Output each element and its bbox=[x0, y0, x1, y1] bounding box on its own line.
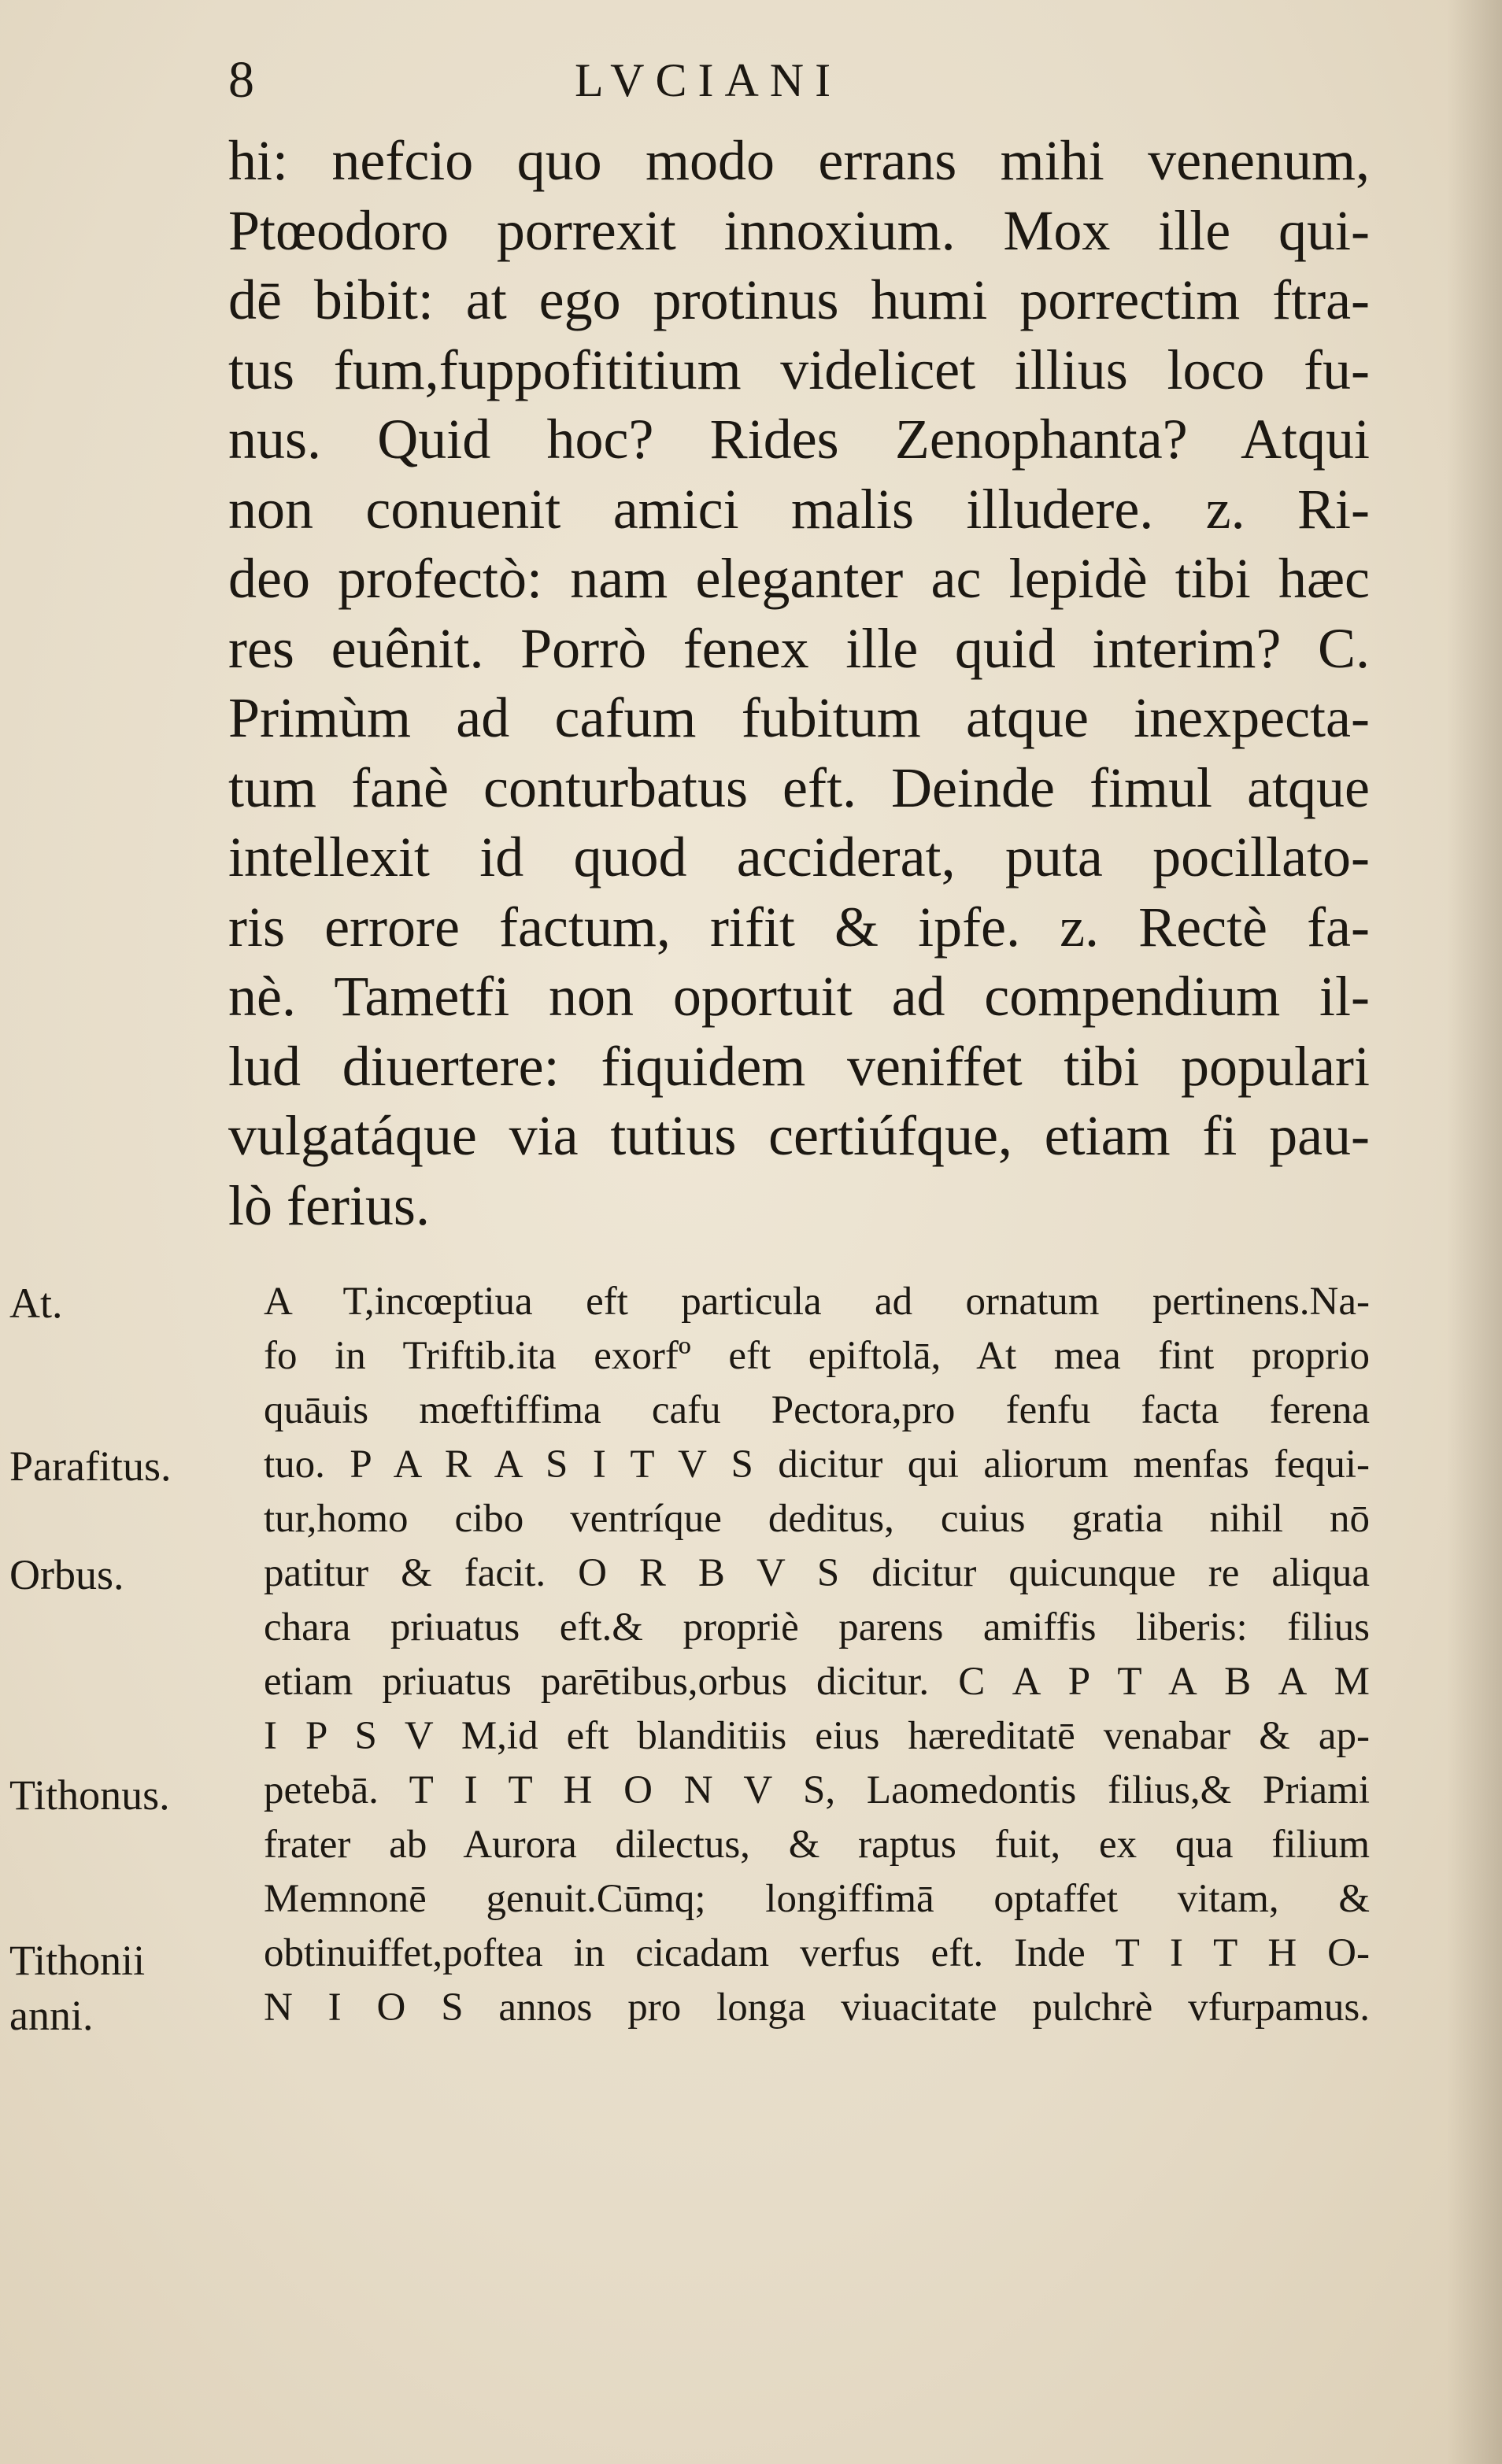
commentary-line: A T,incœptiua eft particula ad ornatum pertinens.Na- bbox=[264, 1280, 1370, 1324]
main-text-line: nè. Tametfi non oportuit ad compendium il- bbox=[228, 965, 1370, 1028]
main-text-line: dē bibit: at ego protinus humi porrectim ftra- bbox=[228, 268, 1370, 331]
commentary-line: petebā. T I T H O N V S, Laomedontis filius,& Priami bbox=[264, 1768, 1370, 1812]
commentary-line: tur,homo cibo ventríque deditus, cuius gratia nihil nō bbox=[264, 1497, 1370, 1541]
margin-note-tithonus: Tithonus. bbox=[9, 1771, 170, 1819]
main-text-line: vulgatáque via tutius certiúfque, etiam fi pau- bbox=[228, 1104, 1370, 1167]
main-text-line: res euênit. Porrò fenex ille quid interim? C. bbox=[228, 616, 1370, 680]
running-title: LVCIANI bbox=[575, 54, 842, 106]
main-text-line: non conuenit amici malis illudere. z. Ri- bbox=[228, 477, 1370, 541]
commentary-line: quāuis mœftiffima cafu Pectora,pro fenfu facta ferena bbox=[264, 1388, 1370, 1432]
main-text-line: Ptœodoro porrexit innoxium. Mox ille qui- bbox=[228, 198, 1370, 262]
main-text-line: deo profectò: nam eleganter ac lepidè tibi hæc bbox=[228, 547, 1370, 610]
main-text-line: Primùm ad cafum fubitum atque inexpecta- bbox=[228, 686, 1370, 749]
commentary-line: I P S V M,id eft blanditiis eius hæreditatē venabar & ap- bbox=[264, 1714, 1370, 1758]
page-number: 8 bbox=[228, 51, 254, 109]
commentary-line: chara priuatus eft.& propriè parens amiffis liberis: filius bbox=[264, 1605, 1370, 1649]
commentary-line: etiam priuatus parētibus,orbus dicitur. C A P T A B A M bbox=[264, 1660, 1370, 1704]
commentary-line: Memnonē genuit.Cūmq; longiffimā optaffet vitam, & bbox=[264, 1877, 1370, 1921]
commentary-line: N I O S annos pro longa viuacitate pulchrè vfurpamus. bbox=[264, 1986, 1370, 2030]
commentary-block bbox=[264, 1275, 1370, 2035]
main-text-line: ris errore factum, rifit & ipfe. z. Rectè fa- bbox=[228, 895, 1370, 959]
main-text-block bbox=[228, 126, 1370, 1240]
main-text-line: lud diuertere: fiquidem veniffet tibi populari bbox=[228, 1034, 1370, 1098]
commentary-line: obtinuiffet,poftea in cicadam verfus eft. Inde T I T H O- bbox=[264, 1931, 1370, 1975]
commentary-line: frater ab Aurora dilectus, & raptus fuit, ex qua filium bbox=[264, 1823, 1370, 1867]
main-text-line: hi: nefcio quo modo errans mihi venenum, bbox=[228, 129, 1370, 192]
main-text-line: tum fanè conturbatus eft. Deinde fimul atque bbox=[228, 755, 1370, 819]
page-header bbox=[228, 49, 1362, 112]
margin-note-tithonii: Tithonii bbox=[9, 1937, 146, 1984]
main-text-line: tus fum,fuppofititium videlicet illius loco fu- bbox=[228, 338, 1370, 401]
commentary-line: tuo. P A R A S I T V S dicitur qui aliorum menfas fequi- bbox=[264, 1443, 1370, 1487]
page-edge-shadow bbox=[1447, 0, 1502, 2464]
margin-note-anni: anni. bbox=[9, 1992, 94, 2039]
main-text-line: lò ferius. bbox=[228, 1173, 430, 1237]
main-text-line: nus. Quid hoc? Rides Zenophanta? Atqui bbox=[228, 408, 1370, 471]
margin-note-orbus: Orbus. bbox=[9, 1551, 124, 1598]
margin-note-parasitus: Parafitus. bbox=[9, 1443, 172, 1490]
commentary-line: patitur & facit. O R B V S dicitur quicunque re aliqua bbox=[264, 1551, 1370, 1595]
commentary-line: fo in Triftib.ita exorfº eft epiftolā, At mea fint proprio bbox=[264, 1334, 1370, 1378]
margin-note-at: At. bbox=[9, 1280, 63, 1327]
main-text-line: intellexit id quod acciderat, puta pocillato- bbox=[228, 826, 1370, 888]
